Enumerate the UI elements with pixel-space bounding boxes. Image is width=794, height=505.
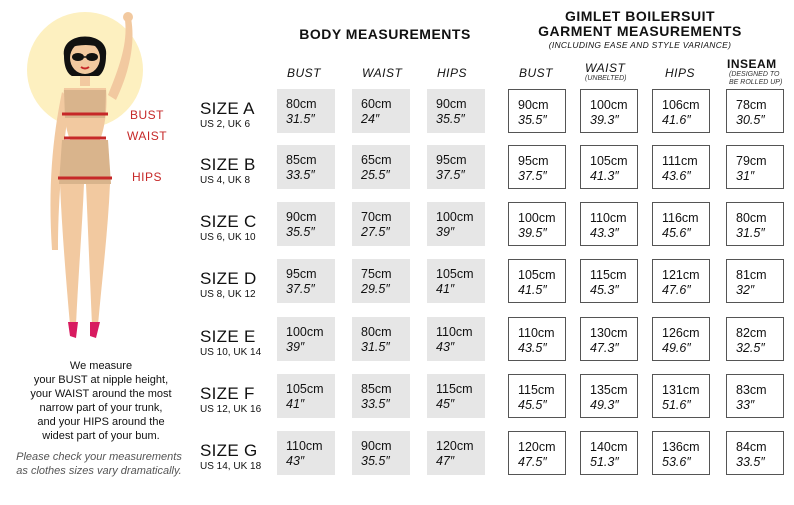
garment-measurement-cell	[580, 89, 638, 133]
col-garment-bust: BUST	[519, 66, 554, 80]
body-measurement-cell	[427, 202, 485, 246]
value-cm: 70cm	[361, 210, 392, 224]
value-cm: 110cm	[518, 326, 555, 340]
garment-measurement-cell	[652, 317, 710, 361]
col-garment-hips: HIPS	[665, 66, 696, 80]
garment-title: GIMLET BOILERSUIT	[564, 8, 716, 24]
value-cm: 95cm	[436, 153, 467, 167]
value-cm: 78cm	[736, 98, 767, 112]
value-cm: 106cm	[662, 98, 700, 112]
value-cm: 105cm	[436, 267, 474, 281]
body-measurement-cell	[277, 259, 335, 303]
value-inches: 35.5″	[518, 113, 547, 127]
value-cm: 84cm	[736, 440, 767, 454]
garment-measurement-cell	[652, 431, 710, 475]
value-inches: 35.5″	[286, 225, 315, 239]
garment-measurement-cell	[726, 374, 784, 418]
size-us-uk: US 4, UK 8	[200, 175, 251, 186]
value-cm: 80cm	[361, 325, 392, 339]
garment-measurement-cell	[580, 431, 638, 475]
value-cm: 90cm	[518, 98, 549, 112]
value-inches: 33.5″	[361, 397, 390, 411]
size-label	[200, 385, 280, 416]
garment-subtitle: GARMENT MEASUREMENTS	[538, 23, 742, 39]
size-name: SIZE D	[200, 269, 257, 288]
garment-note: (INCLUDING EASE AND STYLE VARIANCE)	[548, 40, 732, 50]
size-us-uk: US 2, UK 6	[200, 119, 251, 130]
value-cm: 135cm	[590, 383, 628, 397]
value-inches: 45.3″	[590, 283, 619, 297]
size-label	[200, 100, 280, 131]
body-measurement-cell	[352, 317, 410, 361]
value-cm: 115cm	[518, 383, 555, 397]
value-inches: 41.6″	[662, 113, 691, 127]
body-measurement-cell	[277, 202, 335, 246]
value-cm: 83cm	[736, 383, 767, 397]
value-inches: 32.5″	[736, 341, 765, 355]
value-cm: 105cm	[286, 382, 324, 396]
value-inches: 24″	[361, 112, 380, 126]
garment-measurement-cell	[726, 317, 784, 361]
value-inches: 31.5″	[361, 340, 390, 354]
garment-measurement-cell	[508, 259, 566, 303]
value-inches: 47″	[436, 454, 455, 468]
body-illustration	[0, 0, 200, 360]
garment-measurement-cell	[508, 374, 566, 418]
value-cm: 110cm	[590, 211, 627, 225]
value-cm: 82cm	[736, 326, 767, 340]
body-measurement-cell	[277, 317, 335, 361]
value-inches: 49.3″	[590, 398, 619, 412]
value-cm: 121cm	[662, 268, 700, 282]
col-garment-inseam-note1: (DESIGNED TO	[729, 71, 780, 78]
garment-measurement-cell	[726, 145, 784, 189]
size-label	[200, 442, 280, 473]
value-cm: 81cm	[736, 268, 767, 282]
value-cm: 110cm	[436, 325, 473, 339]
body-measurement-cell	[352, 202, 410, 246]
value-cm: 115cm	[436, 382, 473, 396]
value-cm: 100cm	[436, 210, 474, 224]
value-inches: 39.3″	[590, 113, 619, 127]
value-cm: 80cm	[286, 97, 317, 111]
size-us-uk: US 12, UK 16	[200, 404, 262, 415]
value-inches: 47.6″	[662, 283, 691, 297]
value-cm: 90cm	[286, 210, 317, 224]
value-cm: 95cm	[286, 267, 317, 281]
value-cm: 115cm	[590, 268, 627, 282]
value-cm: 130cm	[590, 326, 628, 340]
value-inches: 53.6″	[662, 455, 691, 469]
value-inches: 39.5″	[518, 226, 547, 240]
value-inches: 33.5″	[736, 455, 765, 469]
garment-measurement-cell	[580, 259, 638, 303]
value-cm: 105cm	[518, 268, 556, 282]
garment-measurement-cell	[652, 145, 710, 189]
value-inches: 45.5″	[518, 398, 547, 412]
value-cm: 100cm	[518, 211, 556, 225]
garment-measurement-cell	[726, 431, 784, 475]
value-inches: 43.3″	[590, 226, 619, 240]
hips-label: HIPS	[132, 170, 163, 184]
value-inches: 25.5″	[361, 168, 390, 182]
size-label	[200, 328, 280, 359]
garment-measurement-cell	[652, 202, 710, 246]
garment-measurement-cell	[580, 374, 638, 418]
size-label	[200, 156, 280, 187]
col-garment-inseam-note2: BE ROLLED UP)	[729, 79, 783, 86]
col-body-bust: BUST	[287, 66, 322, 80]
col-garment-waist: WAIST	[585, 61, 626, 75]
value-inches: 47.3″	[590, 341, 619, 355]
body-measurement-cell	[427, 431, 485, 475]
body-measurement-cell	[277, 89, 335, 133]
bust-label: BUST	[130, 108, 165, 122]
left-shoe	[68, 322, 78, 338]
value-inches: 30.5″	[736, 113, 765, 127]
value-cm: 136cm	[662, 440, 700, 454]
measurement-note: Please check your measurements as clothes sizes vary dramatically.	[16, 451, 182, 477]
value-cm: 105cm	[590, 154, 628, 168]
garment-measurement-cell	[508, 317, 566, 361]
value-inches: 41.5″	[518, 283, 547, 297]
value-cm: 111cm	[662, 154, 698, 168]
body-measurement-cell	[277, 431, 335, 475]
value-inches: 41″	[286, 397, 305, 411]
col-garment-waist-note: (UNBELTED)	[585, 75, 627, 82]
body-measurement-cell	[427, 374, 485, 418]
body-measurement-cell	[427, 317, 485, 361]
value-inches: 45.6″	[662, 226, 691, 240]
garment-measurement-cell	[652, 89, 710, 133]
value-inches: 33″	[736, 398, 755, 412]
size-name: SIZE E	[200, 327, 256, 346]
waist-label: WAIST	[127, 129, 168, 143]
size-name: SIZE C	[200, 212, 257, 231]
garment-measurement-cell	[580, 145, 638, 189]
value-inches: 39″	[436, 225, 455, 239]
value-cm: 95cm	[518, 154, 549, 168]
garment-measurement-cell	[580, 317, 638, 361]
value-inches: 27.5″	[361, 225, 390, 239]
value-inches: 41″	[436, 282, 455, 296]
garment-measurement-cell	[508, 145, 566, 189]
value-inches: 37.5″	[286, 282, 315, 296]
value-inches: 47.5″	[518, 455, 547, 469]
value-inches: 37.5″	[518, 169, 547, 183]
value-inches: 35.5″	[361, 454, 390, 468]
value-inches: 33.5″	[286, 168, 315, 182]
body-measurement-cell	[427, 259, 485, 303]
col-body-hips: HIPS	[437, 66, 468, 80]
garment-measurement-cell	[726, 202, 784, 246]
size-us-uk: US 6, UK 10	[200, 232, 256, 243]
right-leg	[86, 184, 110, 325]
col-body-waist: WAIST	[362, 66, 403, 80]
value-inches: 29.5″	[361, 282, 390, 296]
body-measurement-cell	[277, 374, 335, 418]
value-cm: 79cm	[736, 154, 767, 168]
value-cm: 110cm	[286, 439, 323, 453]
value-cm: 85cm	[361, 382, 392, 396]
value-cm: 126cm	[662, 326, 700, 340]
body-measurements-title: BODY MEASUREMENTS	[299, 26, 471, 42]
value-inches: 35.5″	[436, 112, 465, 126]
value-inches: 37.5″	[436, 168, 465, 182]
value-inches: 43″	[286, 454, 305, 468]
size-us-uk: US 8, UK 12	[200, 289, 256, 300]
value-inches: 43.5″	[518, 341, 547, 355]
value-cm: 85cm	[286, 153, 317, 167]
body-measurement-cell	[352, 89, 410, 133]
value-cm: 75cm	[361, 267, 392, 281]
hand	[123, 12, 133, 22]
col-garment-inseam: INSEAM	[727, 57, 777, 71]
garment-measurement-cell	[726, 259, 784, 303]
right-shoe	[90, 322, 100, 338]
value-inches: 43″	[436, 340, 455, 354]
garment-measurement-cell	[652, 259, 710, 303]
sunglasses-left	[72, 53, 84, 61]
value-inches: 31″	[736, 169, 755, 183]
value-inches: 43.6″	[662, 169, 691, 183]
value-cm: 100cm	[286, 325, 324, 339]
garment-measurement-cell	[508, 202, 566, 246]
size-name: SIZE G	[200, 441, 258, 460]
size-label	[200, 213, 280, 244]
value-cm: 80cm	[736, 211, 767, 225]
size-name: SIZE B	[200, 155, 256, 174]
size-name: SIZE A	[200, 99, 255, 118]
value-cm: 65cm	[361, 153, 392, 167]
garment-measurement-cell	[726, 89, 784, 133]
body-measurement-cell	[352, 145, 410, 189]
size-label	[200, 270, 280, 301]
value-cm: 131cm	[662, 383, 700, 397]
size-name: SIZE F	[200, 384, 255, 403]
value-cm: 120cm	[518, 440, 556, 454]
value-inches: 39″	[286, 340, 305, 354]
value-inches: 49.6″	[662, 341, 691, 355]
body-measurement-cell	[277, 145, 335, 189]
value-inches: 41.3″	[590, 169, 619, 183]
garment-measurement-cell	[508, 431, 566, 475]
size-us-uk: US 14, UK 18	[200, 461, 262, 472]
sunglasses-right	[86, 53, 98, 61]
value-cm: 90cm	[361, 439, 392, 453]
body-measurement-cell	[352, 374, 410, 418]
value-cm: 100cm	[590, 98, 628, 112]
garment-measurement-cell	[508, 89, 566, 133]
value-inches: 31.5″	[736, 226, 765, 240]
body-measurement-cell	[427, 145, 485, 189]
measurement-instructions: We measure your BUST at nipple height, your WAIST around the most narrow part of your trunk, and your HIPS around the widest part of your bum.	[30, 360, 172, 442]
value-cm: 120cm	[436, 439, 474, 453]
value-cm: 140cm	[590, 440, 628, 454]
garment-measurement-cell	[652, 374, 710, 418]
value-cm: 90cm	[436, 97, 467, 111]
left-leg	[60, 184, 84, 325]
value-inches: 31.5″	[286, 112, 315, 126]
body-measurement-cell	[352, 259, 410, 303]
value-inches: 32″	[736, 283, 755, 297]
value-cm: 60cm	[361, 97, 392, 111]
body-measurement-cell	[427, 89, 485, 133]
value-inches: 51.6″	[662, 398, 691, 412]
value-cm: 116cm	[662, 211, 699, 225]
body-measurement-cell	[352, 431, 410, 475]
value-inches: 51.3″	[590, 455, 619, 469]
value-inches: 45″	[436, 397, 455, 411]
size-us-uk: US 10, UK 14	[200, 347, 262, 358]
garment-measurement-cell	[580, 202, 638, 246]
